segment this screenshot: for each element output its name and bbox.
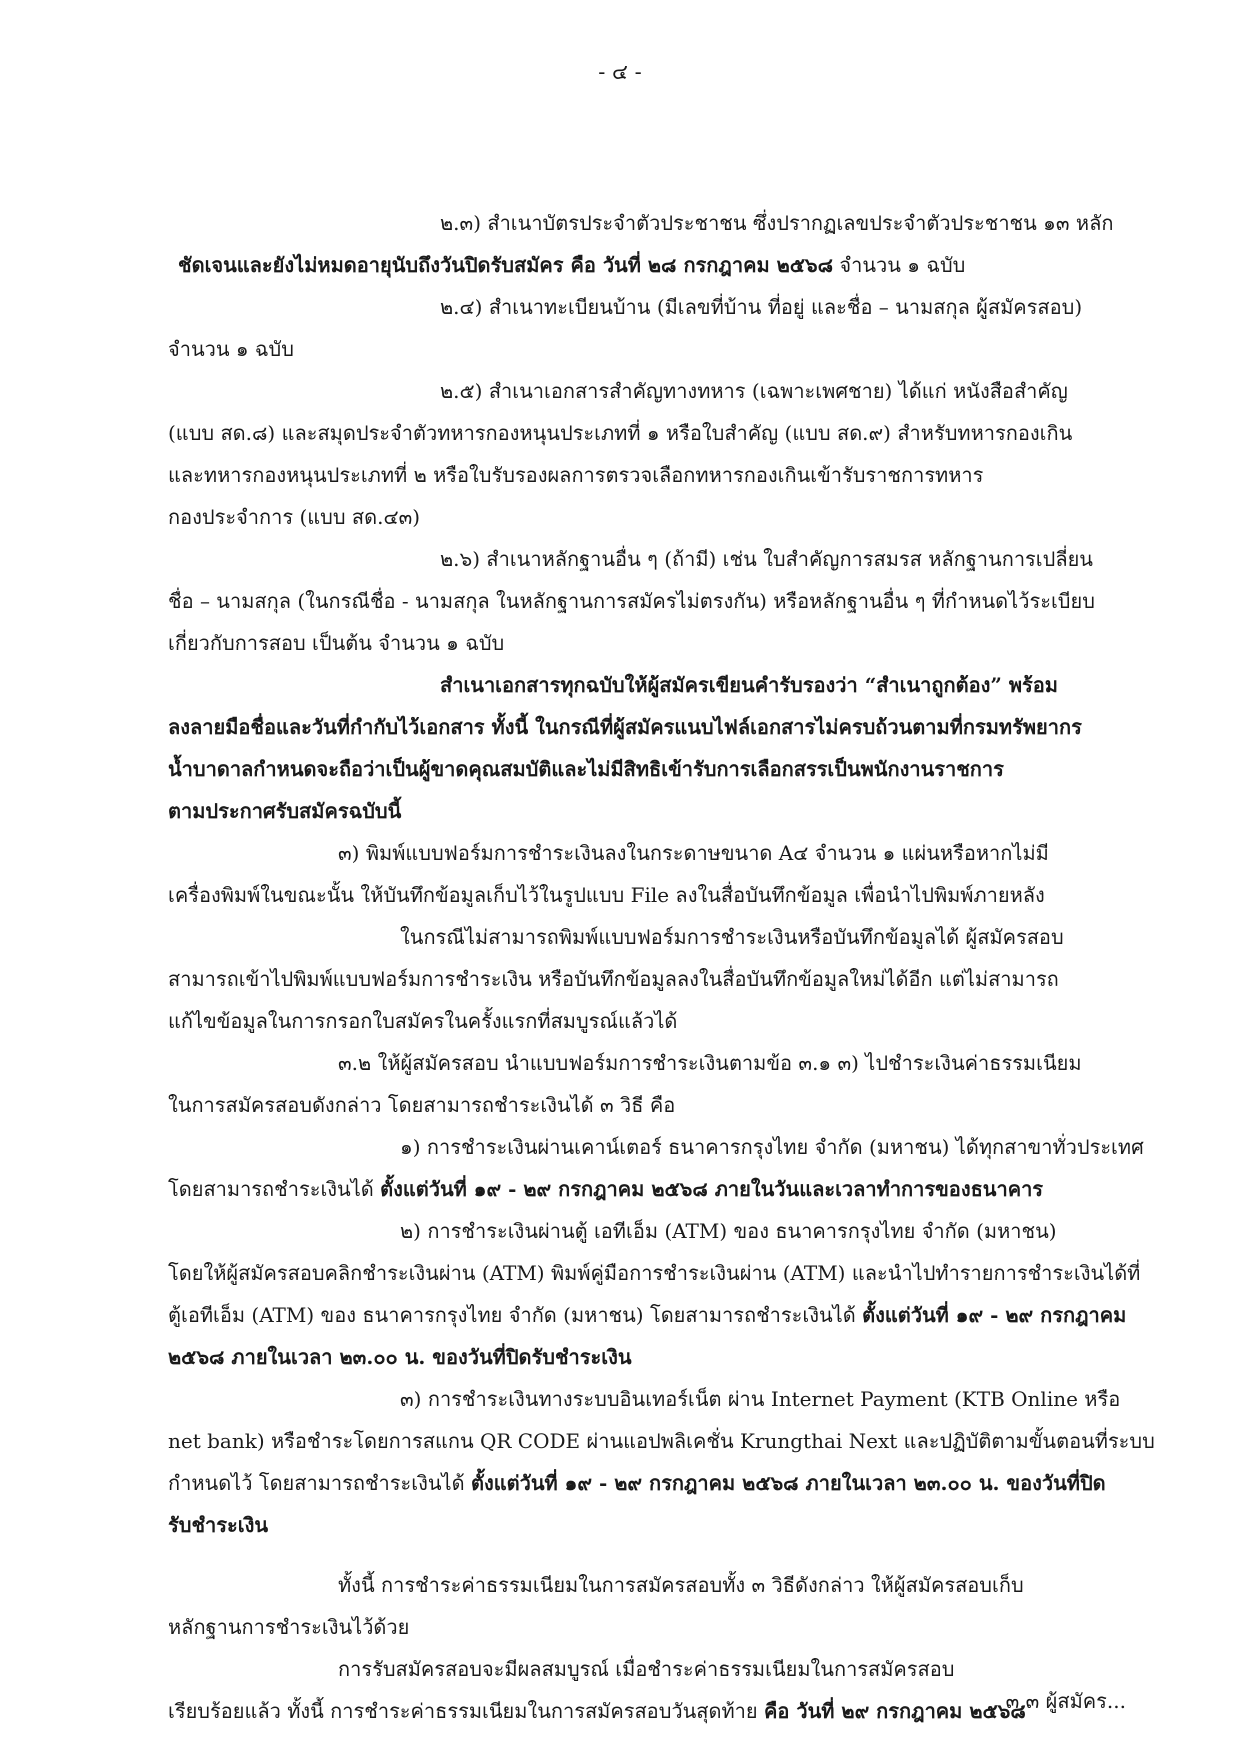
text-line bbox=[168, 1252, 1141, 1294]
text-segment: การรับสมัครสอบจะมีผลสมบูรณ์ เมื่อชำระค่าธรรมเนียมในการสมัครสอบ bbox=[338, 1657, 955, 1681]
text-line bbox=[168, 1168, 1126, 1210]
text-segment: และทหารกองหนุนประเภทที่ ๒ หรือใบรับรองผลการตรวจเลือกทหารกองเกินเข้ารับราชการทหาร bbox=[168, 463, 984, 487]
text-segment: ๓.๒ ให้ผู้สมัครสอบ นำแบบฟอร์มการชำระเงินตามข้อ ๓.๑ ๓) ไปชำระเงินค่าธรรมเนียม bbox=[338, 1051, 1082, 1075]
text-line bbox=[168, 328, 1126, 370]
text-segment: โดยให้ผู้สมัครสอบคลิกชำระเงินผ่าน (ATM) พิมพ์คู่มือการชำระเงินผ่าน (ATM) และนำไปทำรายการชำระเงินได้ที่ bbox=[168, 1261, 1141, 1285]
bold-text: รับชำระเงิน bbox=[168, 1513, 268, 1537]
text-segment: กองประจำการ (แบบ สด.๔๓) bbox=[168, 505, 421, 529]
text-line bbox=[168, 1294, 1126, 1336]
text-line bbox=[168, 1504, 1126, 1546]
text-segment: ๒.๕) สำเนาเอกสารสำคัญทางทหาร (เฉพาะเพศชาย) ได้แก่ หนังสือสำคัญ bbox=[440, 379, 1068, 403]
text-segment: จำนวน ๑ ฉบับ bbox=[833, 253, 966, 277]
bold-text: คือ วันที่ ๒๘ กรกฎาคม ๒๕๖๘ bbox=[570, 253, 834, 277]
text-line bbox=[168, 1606, 1126, 1648]
text-segment: ทั้งนี้ การชำระค่าธรรมเนียมในการสมัครสอบทั้ง ๓ วิธีดังกล่าว ให้ผู้สมัครสอบเก็บ bbox=[338, 1573, 1024, 1597]
text-line bbox=[168, 1042, 1126, 1084]
text-segment: เรียบร้อยแล้ว ทั้งนี้ การชำระค่าธรรมเนียมในการสมัครสอบวันสุดท้าย bbox=[168, 1699, 764, 1723]
text-line bbox=[168, 370, 1126, 412]
text-line bbox=[168, 1462, 1126, 1504]
text-line bbox=[168, 538, 1126, 580]
text-line bbox=[168, 244, 1126, 286]
text-segment: ๒.๖) สำเนาหลักฐานอื่น ๆ (ถ้ามี) เช่น ใบสำคัญการสมรส หลักฐานการเปลี่ยน bbox=[440, 547, 1093, 571]
text-segment: เกี่ยวกับการสอบ เป็นต้น จำนวน ๑ ฉบับ bbox=[168, 631, 505, 655]
bold-text: ตั้งแต่วันที่ ๑๙ - ๒๙ กรกฎาคม bbox=[862, 1303, 1127, 1327]
text-segment: ๒) การชำระเงินผ่านตู้ เอทีเอ็ม (ATM) ของ ธนาคารกรุงไทย จำกัด (มหาชน) bbox=[400, 1219, 1057, 1243]
text-line bbox=[168, 1648, 1126, 1690]
text-line bbox=[168, 622, 1126, 664]
text-line bbox=[168, 286, 1126, 328]
text-line bbox=[168, 664, 1126, 706]
body-text bbox=[168, 202, 1155, 1732]
text-line bbox=[168, 202, 1126, 244]
text-segment: ชื่อ – นามสกุล (ในกรณีชื่อ - นามสกุล ในหลักฐานการสมัครไม่ตรงกัน) หรือหลักฐานอื่น ๆ ที่กำหนดไว้ระเบียบ bbox=[168, 589, 1095, 613]
text-line bbox=[168, 916, 1126, 958]
bold-text: ตั้งแต่วันที่ ๑๙ - ๒๙ กรกฎาคม ๒๕๖๘ ภายในวันและเวลาทำการของธนาคาร bbox=[380, 1177, 1044, 1201]
text-line bbox=[168, 790, 1126, 832]
text-segment: เครื่องพิมพ์ในขณะนั้น ให้บันทึกข้อมูลเก็บไว้ในรูปแบบ File ลงในสื่อบันทึกข้อมูล เพื่อนำไปพิมพ์ภายหลัง bbox=[168, 883, 1045, 907]
text-line bbox=[168, 1690, 1126, 1732]
bold-text: คือ วันที่ ๒๙ กรกฎาคม ๒๕๖๘ bbox=[763, 1699, 1026, 1723]
text-line bbox=[168, 1000, 1126, 1042]
text-segment: ๓) การชำระเงินทางระบบอินเทอร์เน็ต ผ่าน Internet Payment (KTB Online หรือ bbox=[400, 1387, 1121, 1411]
text-segment: ๒.๓) สำเนาบัตรประจำตัวประชาชน ซึ่งปรากฏเลขประจำตัวประชาชน ๑๓ หลัก bbox=[440, 211, 1114, 235]
text-segment: (แบบ สด.๘) และสมุดประจำตัวทหารกองหนุนประเภทที่ ๑ หรือใบสำคัญ (แบบ สด.๙) สำหรับทหารกองเกิน bbox=[168, 421, 1073, 445]
text-line bbox=[168, 1420, 1155, 1462]
text-line bbox=[168, 1336, 1126, 1378]
bold-text: สำเนาเอกสารทุกฉบับให้ผู้สมัครเขียนคำรับรองว่า “สำเนาถูกต้อง” พร้อม bbox=[440, 673, 1058, 697]
bold-text: ตั้งแต่วันที่ ๑๙ - ๒๙ กรกฎาคม ๒๕๖๘ ภายในเวลา ๒๓.๐๐ น. ของวันที่ปิด bbox=[470, 1471, 1106, 1495]
text-segment: ในการสมัครสอบดังกล่าว โดยสามารถชำระเงินได้ ๓ วิธี คือ bbox=[168, 1093, 676, 1117]
text-segment: แก้ไขข้อมูลในการกรอกใบสมัครในครั้งแรกที่สมบูรณ์แล้วได้ bbox=[168, 1009, 678, 1033]
text-line bbox=[168, 1564, 1126, 1606]
text-segment: ในกรณีไม่สามารถพิมพ์แบบฟอร์มการชำระเงินหรือบันทึกข้อมูลได้ ผู้สมัครสอบ bbox=[400, 925, 1064, 949]
bold-text: ชัดเจนและยังไม่หมดอายุนับถึงวันปิดรับสมัคร bbox=[178, 253, 571, 277]
text-line bbox=[168, 1378, 1126, 1420]
text-segment: หลักฐานการชำระเงินไว้ด้วย bbox=[168, 1615, 410, 1639]
text-line bbox=[168, 496, 1126, 538]
text-line bbox=[168, 454, 1126, 496]
bold-text: ตามประกาศรับสมัครฉบับนี้ bbox=[168, 799, 402, 823]
text-line bbox=[168, 1084, 1126, 1126]
text-line bbox=[168, 1126, 1144, 1168]
text-line bbox=[168, 706, 1126, 748]
bold-text: น้ำบาดาลกำหนดจะถือว่าเป็นผู้ขาดคุณสมบัติและไม่มีสิทธิเข้ารับการเลือกสรรเป็นพนักงานราชการ bbox=[168, 757, 1004, 781]
paragraph-gap bbox=[168, 1546, 1126, 1564]
bold-text: ลงลายมือชื่อและวันที่กำกับไว้เอกสาร ทั้งนี้ ในกรณีที่ผู้สมัครแนบไฟล์เอกสารไม่ครบถ้วนตามที่กรมทรัพยากร bbox=[168, 715, 1082, 739]
text-segment: จำนวน ๑ ฉบับ bbox=[168, 337, 294, 361]
text-line bbox=[168, 874, 1126, 916]
bold-text: ๒๕๖๘ ภายในเวลา ๒๓.๐๐ น. ของวันที่ปิดรับชำระเงิน bbox=[168, 1345, 632, 1369]
text-segment: สามารถเข้าไปพิมพ์แบบฟอร์มการชำระเงิน หรือบันทึกข้อมูลลงในสื่อบันทึกข้อมูลใหม่ได้อีก แต่ไม่สามารถ bbox=[168, 967, 1059, 991]
text-segment: ตู้เอทีเอ็ม (ATM) ของ ธนาคารกรุงไทย จำกัด (มหาชน) โดยสามารถชำระเงินได้ bbox=[168, 1303, 863, 1327]
text-segment: ๒.๔) สำเนาทะเบียนบ้าน (มีเลขที่บ้าน ที่อยู่ และชื่อ – นามสกุล ผู้สมัครสอบ) bbox=[440, 295, 1083, 319]
page-number: - ๔ - bbox=[598, 60, 642, 84]
text-segment: โดยสามารถชำระเงินได้ bbox=[168, 1177, 381, 1201]
text-segment: ๓) พิมพ์แบบฟอร์มการชำระเงินลงในกระดาษขนาด A๔ จำนวน ๑ แผ่นหรือหากไม่มี bbox=[338, 841, 1049, 865]
text-line bbox=[168, 958, 1126, 1000]
text-line bbox=[168, 1210, 1126, 1252]
text-line bbox=[168, 748, 1126, 790]
text-segment: กำหนดไว้ โดยสามารถชำระเงินได้ bbox=[168, 1471, 471, 1495]
text-line bbox=[168, 580, 1126, 622]
text-line bbox=[168, 832, 1126, 874]
text-segment: ๑) การชำระเงินผ่านเคาน์เตอร์ ธนาคารกรุงไทย จำกัด (มหาชน) ได้ทุกสาขาทั่วประเทศ bbox=[400, 1135, 1144, 1159]
text-line bbox=[168, 412, 1126, 454]
text-segment: net bank) หรือชำระโดยการสแกน QR CODE ผ่านแอปพลิเคชั่น Krungthai Next และปฏิบัติตามขั้นตอนที่ระบบ bbox=[168, 1429, 1155, 1453]
continuation-note: ๓.๓ ผู้สมัคร... bbox=[1005, 1689, 1126, 1713]
